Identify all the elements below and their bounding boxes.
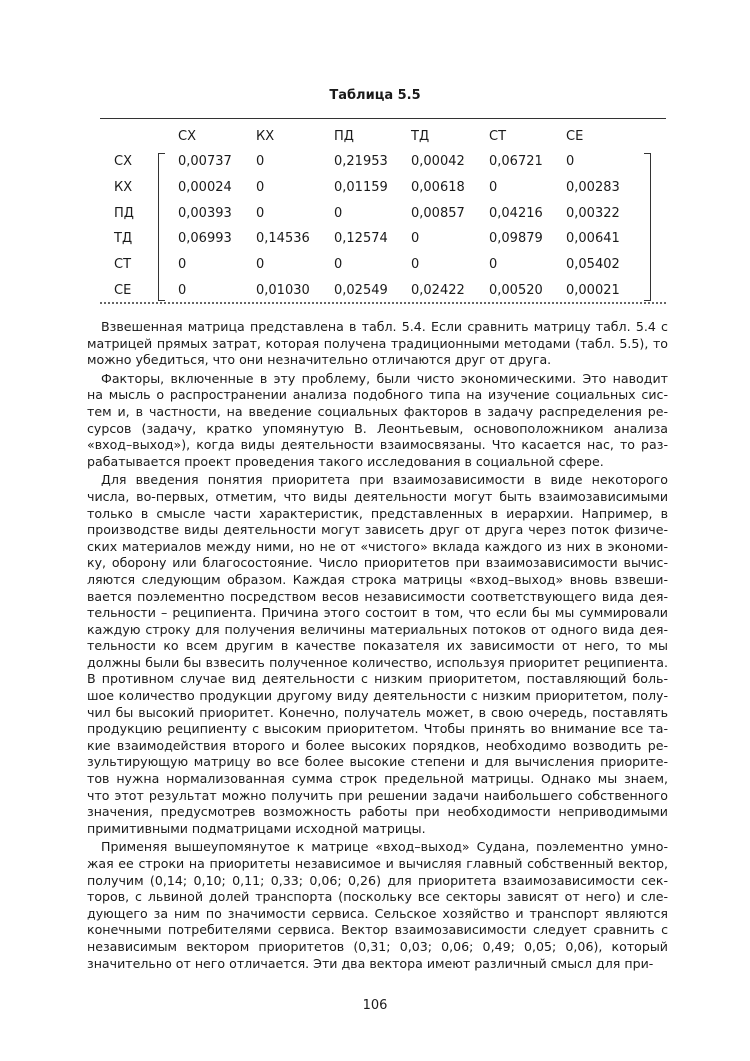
text-line: тельности ко всем другим в качестве показателя их зависимости от него, то мы (87, 638, 668, 654)
table-cell: 0,06993 (178, 231, 232, 247)
row-label: СЕ (114, 283, 132, 298)
table-cell: 0,06721 (489, 154, 543, 169)
table-cell: 0,00322 (566, 205, 620, 221)
text-line: торов, с львиной долей транспорта (поскольку все секторы зависят от него) и сле- (87, 889, 668, 905)
text-line: значения, предусмотрев возможность работы при необходимости неприводимыми (87, 804, 668, 820)
table-cell: 0,00618 (411, 179, 465, 195)
table-cell: 0,00737 (178, 154, 232, 169)
text-line: продукцию реципиенту с высоким приоритетом. Чтобы принять во внимание все та- (87, 721, 668, 737)
text-line: только в смысле части характеристик, представленных в иерархии. Например, в (87, 505, 668, 521)
text-line: ку, оборону или благосостояние. Число приоритетов при взаимозависимости вычис- (87, 555, 668, 571)
table-cell: 0,05402 (566, 257, 620, 273)
text-line: Взвешенная матрица представлена в табл. 5.4. Если сравнить матрицу табл. 5.4 с (101, 319, 668, 334)
table-cell: 0,00393 (178, 205, 232, 221)
table-cell: 0 (334, 257, 343, 273)
text-line: ских материалов между ними, но не от «чистого» вклада каждого из них в экономи- (87, 538, 668, 554)
text-line: производстве виды деятельности могут зависеть друг от друга через поток физиче- (87, 522, 668, 538)
paragraph (87, 472, 668, 837)
table-cell: 0,00021 (566, 283, 620, 298)
table-cell: 0 (178, 283, 187, 298)
table-cell: 0,00857 (411, 205, 465, 221)
text-line: на мысль о распространении анализа подобного типа на изучение социальных сис- (87, 387, 668, 403)
table-cell: 0,00283 (566, 179, 620, 195)
text-line: кие взаимодействия второго и более высоких порядков, необходимо возводить ре- (87, 737, 668, 753)
text-line: «вход–выход»), когда виды деятельности взаимосвязаны. Что касается нас, то раз- (87, 437, 668, 453)
text-line: вается поэлементно посредством весов независимости соответствующего вида дея- (87, 588, 668, 604)
table-top-rule (100, 118, 666, 119)
text-line: что этот результат можно получить при решении задачи наибольшего собственного (87, 787, 668, 803)
text-line: значительно от него отличается. Эти два вектора имеют различный смысл для при- (87, 955, 654, 971)
table-cell: 0,01030 (256, 283, 310, 298)
table-cell: 0,14536 (256, 231, 310, 247)
table-cell: 0,02549 (334, 283, 388, 298)
table-cell: 0,21953 (334, 154, 388, 169)
text-line: ляются следующим образом. Каждая строка матрицы «вход–выход» вновь взвеши- (87, 571, 668, 587)
text-line: матрицей прямых затрат, которая получена традиционными методами (табл. 5.5), то (87, 335, 668, 351)
text-line: Факторы, включенные в эту проблему, были чисто экономическими. Это наводит (101, 370, 668, 386)
text-line: должны были бы взвесить полученное количество, используя приоритет реципиента. (87, 654, 668, 670)
row-label: КХ (114, 179, 133, 195)
table-cell: 0,00024 (178, 179, 232, 195)
text-line: числа, во-первых, отметим, что виды деятельности могут быть взаимозависимыми (87, 488, 668, 504)
text-line: независимым вектором приоритетов (0,31; 0,03; 0,06; 0,49; 0,05; 0,06), который (87, 938, 668, 954)
text-line: шое количество продукции другому виду деятельности с низким приоритетом, полу- (87, 688, 668, 704)
table-cell: 0 (489, 257, 498, 273)
row-label: ПД (114, 205, 134, 221)
text-line: конечными потребителями сервиса. Вектор взаимозависимости следует сравнить с (87, 922, 668, 938)
table-cell: 0 (256, 257, 265, 273)
text-line: зультирующую матрицу во все более высокие степени и для вычисления приорите- (87, 754, 668, 770)
page-number: 106 (362, 998, 388, 1013)
column-header: СТ (489, 129, 507, 144)
table-cell: 0,00520 (489, 283, 543, 298)
table-cell: 0 (411, 231, 420, 247)
row-label: СХ (114, 154, 132, 169)
text-line: Для введения понятия приоритета при взаимозависимости в виде некоторого (101, 472, 668, 488)
text-line: каждую строку для получения величины материальных потоков от одного вида дея- (87, 621, 668, 637)
text-line: дующего за ним по значимости сервиса. Сельское хозяйство и транспорт являются (87, 905, 668, 921)
text-line: тельности – реципиента. Причина этого состоит в том, что если бы мы суммировали (87, 605, 668, 621)
table-cell: 0 (256, 205, 265, 221)
text-line: можно убедиться, что они незначительно отличаются друг от друга. (87, 352, 552, 368)
column-header: СХ (178, 129, 196, 144)
column-header: ТД (411, 129, 430, 144)
table-title: Таблица 5.5 (329, 88, 421, 103)
table-cell: 0 (256, 154, 265, 169)
text-line: тем и, в частности, на введение социальных факторов в задачу распределения ре- (87, 403, 668, 419)
row-label: СТ (114, 257, 132, 273)
text-line: чил бы высокий приоритет. Конечно, получатель может, в свою очередь, поставлять (87, 704, 668, 720)
matrix-left-bracket (158, 153, 165, 301)
column-header: КХ (256, 129, 275, 144)
table-cell: 0,00042 (411, 154, 465, 169)
table-cell: 0 (489, 179, 498, 195)
table-cell: 0,04216 (489, 205, 543, 221)
text-line: Применяя вышеупомянутое к матрице «вход–выход» Судана, поэлементно умно- (101, 839, 668, 855)
text-line: получим (0,14; 0,10; 0,11; 0,33; 0,06; 0,26) для приоритета взаимозависимости сек- (87, 872, 668, 888)
text-line: жая ее строки на приоритеты независимое и вычисляя главный собственный вектор, (87, 856, 668, 871)
matrix-right-bracket (644, 153, 651, 301)
column-header: ПД (334, 129, 354, 144)
text-line: сурсов (задачу, кратко упомянутую В. Леонтьевым, основоположником анализа (87, 420, 668, 436)
text-line: В противном случае вид деятельности с низким приоритетом, поставляющий боль- (87, 671, 668, 687)
table-cell: 0 (411, 257, 420, 273)
body-text (87, 319, 668, 972)
table-cell: 0 (256, 179, 265, 195)
text-line: рабатывается проект проведения такого исследования в социальной сфере. (87, 453, 604, 469)
table-cell: 0,09879 (489, 231, 543, 247)
paragraph (87, 371, 668, 471)
table-cell: 0,12574 (334, 231, 388, 247)
table-cell: 0 (334, 205, 343, 221)
table-cell: 0,00641 (566, 231, 620, 247)
paragraph (87, 839, 668, 972)
table-cell: 0 (566, 154, 575, 169)
table-cell: 0,02422 (411, 283, 465, 298)
text-line: примитивными подматрицами исходной матрицы. (87, 820, 426, 836)
table-cell: 0,01159 (334, 179, 388, 195)
column-header: СЕ (566, 129, 584, 144)
text-line: тов нужна нормализованная сумма строк предельной матрицы. Однако мы знаем, (87, 771, 668, 787)
paragraph (87, 319, 668, 369)
row-label: ТД (114, 231, 133, 247)
table-bottom-rule (100, 302, 666, 304)
table-cell: 0 (178, 257, 187, 273)
